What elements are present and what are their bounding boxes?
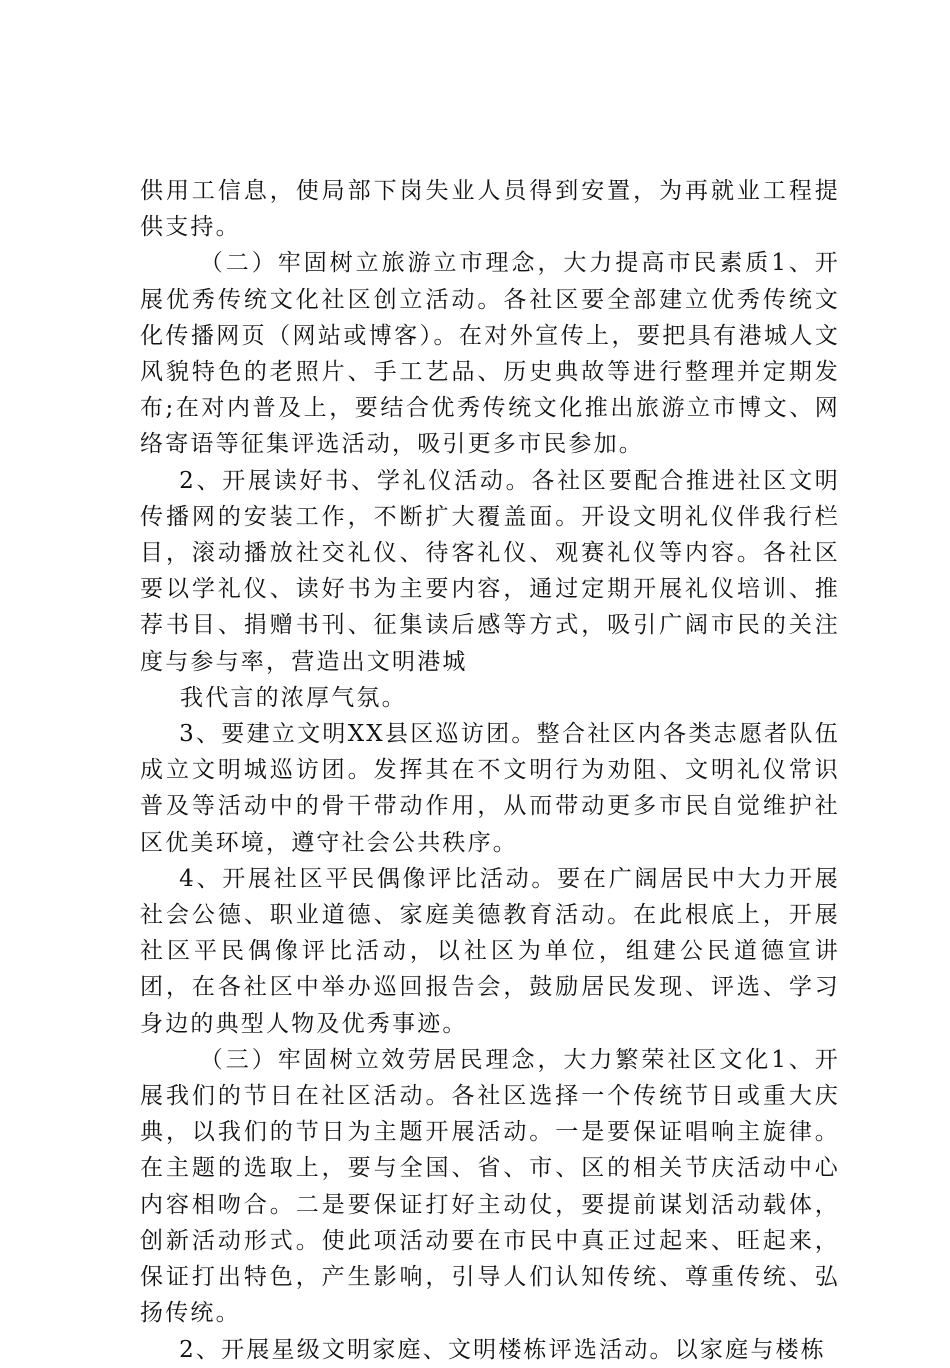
paragraph-5: 3、要建立文明XX县区巡访团。整合社区内各类志愿者队伍成立文明城巡访团。发挥其在不文明行为劝阻、文明礼仪常识普及等活动中的骨干带动作用，从而带动更多市民自觉维护社区优美环境，遵守社会公共秩序。 [140, 721, 840, 856]
paragraph-8: 2、开展星级文明家庭、文明楼栋评选活动。以家庭与楼栋 [179, 1336, 826, 1363]
document-body [140, 173, 840, 1368]
paragraph-3: 2、开展读好书、学礼仪活动。各社区要配合推进社区文明传播网的安装工作，不断扩大覆盖面。开设文明礼仪伴我行栏目，滚动播放社交礼仪、待客礼仪、观赛礼仪等内容。各社区要以学礼仪、读好书为主要内容，通过定期开展礼仪培训、推荐书目、捐赠书刊、征集读后感等方式，吸引广阔市民的关注度与参与率，营造出文明港城 [140, 467, 840, 675]
paragraph-1: 供用工信息，使局部下岗失业人员得到安置，为再就业工程提供支持。 [140, 178, 840, 241]
paragraph-2: （二）牢固树立旅游立市理念，大力提高市民素质1、开展优秀传统文化社区创立活动。各社区要全部建立优秀传统文化传播网页（网站或博客）。在对外宣传上，要把具有港城人文风貌特色的老照片、手工艺品、历史典故等进行整理并定期发布;在对内普及上，要结合优秀传统文化推出旅游立市博文、网络寄语等征集评选活动，吸引更多市民参加。 [140, 250, 840, 458]
paragraph-7: （三）牢固树立效劳居民理念，大力繁荣社区文化1、开展我们的节日在社区活动。各社区选择一个传统节日或重大庆典，以我们的节日为主题开展活动。一是要保证唱响主旋律。在主题的选取上，要与全国、省、市、区的相关节庆活动中心内容相吻合。二是要保证打好主动仗，要提前谋划活动载体，创新活动形式。使此项活动要在市民中真正过起来、旺起来，保证打出特色，产生影响，引导人们认知传统、尊重传统、弘扬传统。 [140, 1046, 840, 1327]
paragraph-4: 我代言的浓厚气氛。 [180, 684, 407, 711]
paragraph-6: 4、开展社区平民偶像评比活动。要在广阔居民中大力开展社会公德、职业道德、家庭美德教育活动。在此根底上，开展社区平民偶像评比活动，以社区为单位，组建公民道德宣讲团，在各社区中举办巡回报告会，鼓励居民发现、评选、学习身边的典型人物及优秀事迹。 [140, 865, 840, 1037]
